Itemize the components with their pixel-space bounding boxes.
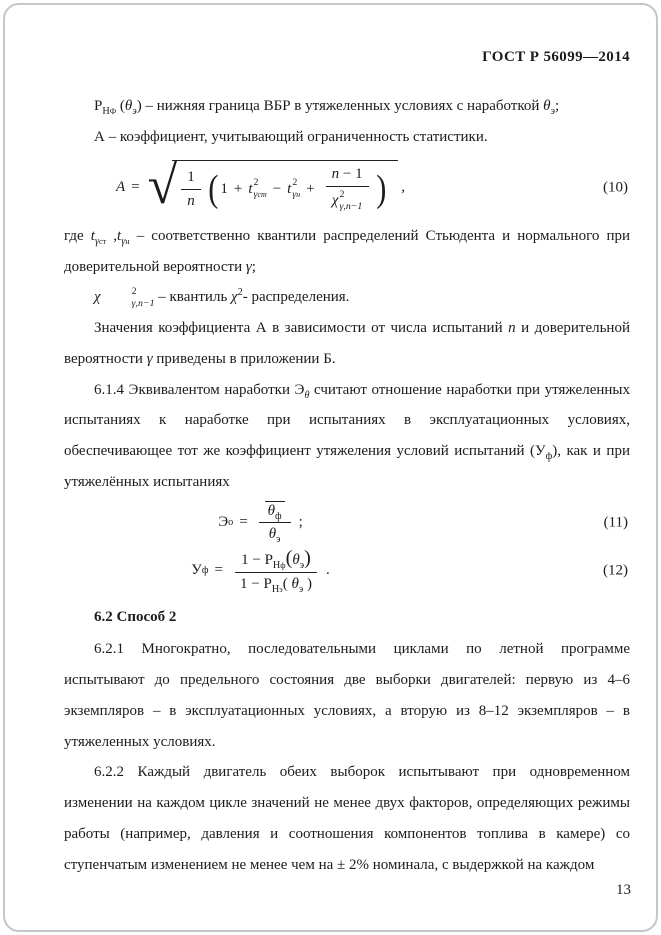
formula-10: A = √ $\frac{1}{n}$ ( 1 + t 2 γст − t 2 γн + n − 1 χ 2 γ,n−1 ) , bbox=[115, 154, 406, 215]
formula-12: У ф = $\frac{1 - Р_{Нф}(\theta_э)}{1 - Р_{Нэ}( \theta_э )}$ . bbox=[191, 547, 330, 595]
definition-lower-vbr: $Р_{НФ}$ $(\theta_э)$ – нижняя граница ВБР в утяжеленных условиях с наработкой $\theta_э$; bbox=[94, 97, 560, 117]
where-clause: где $t_{\gamma ст}$ $,t_{\gamma н}$ – соответственно квантили распределений Стьюдента и нормального при доверительной вероятности γ; bbox=[64, 227, 631, 275]
equation-number: (10) bbox=[603, 179, 628, 195]
doc-number: ГОСТ Р 56099—2014 bbox=[482, 49, 630, 65]
clause-6-2-2: 6.2.2 Каждый двигатель обеих выборок испытывают при одновременном изменении на каждом цикле значений не менее двух факторов, определяющих режимы работы (например, давления и соотношения компонентов топлива в камере) со ступенчатым изменением не менее чем на ± 2% номинала, с выдержкой на каждом bbox=[64, 764, 630, 873]
equation-number: (11) bbox=[603, 514, 628, 531]
clause-6-1-4: 6.1.4 Эквивалентом наработки $Э_\theta$ считают отношение наработки при утяжеленных испытаниях к наработке при испытаниях в эксплуатационных условиях, обеспечивающее тот же коэффициент утяжеления условий испытаний $(У_ф)$, как и при утяжелённых испытаниях bbox=[64, 381, 630, 490]
square-root: √ $\frac{1}{n}$ ( 1 + t 2 γст − t 2 γн + n − 1 χ 2 γ,n−1 ) bbox=[148, 160, 399, 215]
clause-6-2-1: 6.2.1 Многократно, последовательными циклами по летной программе испытывают до предельного состояния две выборки двигателей: первую из 4–6 экземпляров – в эксплуатационных условиях, а вторую из 8–12 экземпляров – в утяжеленных условиях. bbox=[64, 641, 630, 750]
section-heading-6-2: 6.2 Способ 2 bbox=[94, 608, 177, 625]
page-number: 13 bbox=[616, 882, 631, 898]
fraction-theta: $\frac{\theta_ф}{\theta_э}$ bbox=[259, 502, 291, 545]
chi-definition: χ 2 γ,n−1 – квантиль $\chi^2-$ распределения. bbox=[94, 285, 350, 309]
fraction-chi: n − 1 χ 2 γ,n−1 bbox=[326, 165, 369, 213]
page-content bbox=[64, 42, 630, 880]
chi-symbol: χ bbox=[94, 289, 101, 306]
definition-coefficient-a: А – коэффициент, учитывающий ограниченность статистики. bbox=[94, 128, 488, 145]
chi-term: χ bbox=[331, 192, 339, 209]
radical-sign: √ bbox=[147, 154, 178, 215]
t-normal-symbol: t bbox=[117, 227, 122, 244]
equation-12 bbox=[64, 548, 630, 594]
fraction-one-over-n: $\frac{1}{n}$ bbox=[181, 168, 201, 211]
equation-11 bbox=[64, 502, 630, 545]
t-student-symbol: t bbox=[90, 227, 95, 244]
left-paren: ( bbox=[208, 168, 219, 210]
t-normal-term: t bbox=[287, 180, 292, 197]
equation-10 bbox=[64, 154, 630, 215]
equation-number: (12) bbox=[603, 562, 628, 579]
fraction-reliability: $\frac{1 - Р_{Нф}(\theta_э)}{1 - Р_{Нэ}( \theta_э )}$ bbox=[234, 548, 318, 594]
right-paren: ) bbox=[375, 168, 386, 210]
right-paren: ) bbox=[304, 547, 311, 569]
left-paren: ( bbox=[285, 547, 293, 569]
t-student-term: t bbox=[248, 180, 253, 197]
formula-11: Э о = $\frac{\theta_ф}{\theta_э}$ ; bbox=[218, 502, 303, 546]
appendix-reference: Значения коэффициента А в зависимости от числа испытаний n и доверительной вероятности γ приведены в приложении Б. bbox=[64, 320, 630, 367]
